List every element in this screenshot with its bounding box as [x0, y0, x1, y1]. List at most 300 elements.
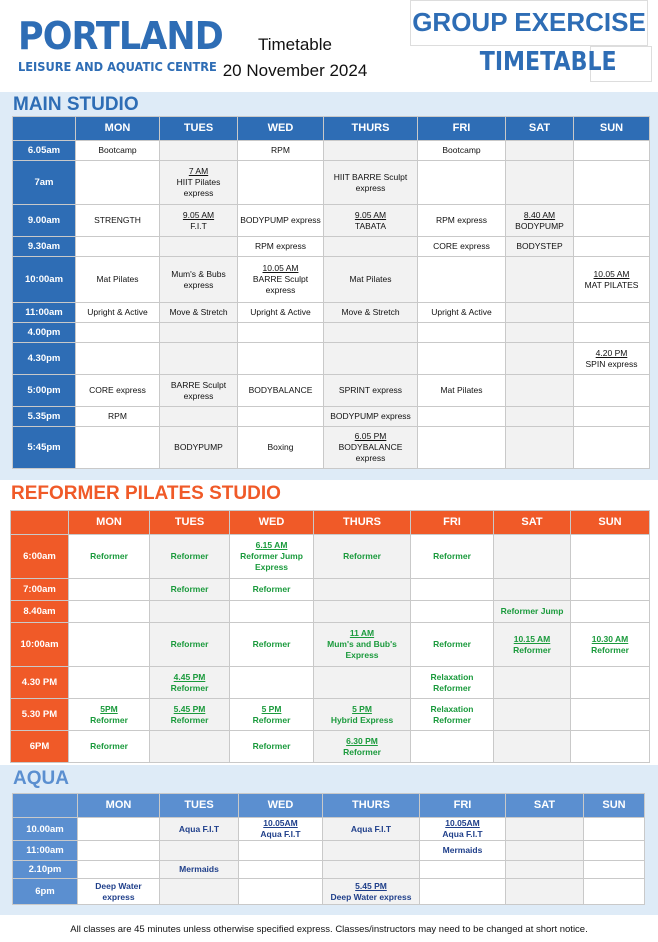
class-name: RPM express [254, 241, 306, 251]
class-cell [150, 601, 230, 623]
class-cell [324, 427, 418, 469]
class-time: 10.05 AM [262, 263, 299, 273]
day-header: MON [69, 511, 150, 535]
class-name: BODYPUMP express [240, 215, 321, 225]
class-cell [418, 205, 506, 237]
time-cell: 10.00am [13, 818, 78, 841]
class-time: 6.15 AM [255, 540, 288, 550]
class-cell [420, 861, 506, 879]
class-time: 5 PM [261, 703, 282, 714]
class-time: 10.30 AM [591, 633, 629, 644]
class-name: Reformer [252, 584, 291, 594]
class-name: BARRE Sculpt express [252, 274, 309, 295]
class-name: HIIT BARRE Sculpt express [333, 171, 408, 193]
class-name: HIIT Pilates express [176, 177, 221, 198]
corner-cell [11, 511, 69, 535]
class-time: 5.45 PM [173, 703, 206, 714]
class-cell [160, 407, 238, 427]
class-cell [420, 879, 506, 905]
day-header: MON [78, 794, 160, 818]
class-name: CORE express [433, 241, 490, 251]
class-cell [69, 623, 150, 667]
class-cell [76, 205, 160, 237]
class-cell [418, 375, 506, 407]
table-row [13, 375, 650, 407]
class-cell [411, 731, 494, 763]
corner-cell [13, 117, 76, 141]
day-header: THURS [314, 511, 411, 535]
class-cell [571, 579, 650, 601]
class-name: Reformer [170, 639, 209, 649]
class-cell [418, 141, 506, 161]
table-row [13, 257, 650, 303]
class-time: 8.40 AM [523, 209, 556, 220]
class-cell [160, 841, 239, 861]
class-cell [160, 141, 238, 161]
class-name: Reformer [90, 714, 128, 725]
table-row [13, 407, 650, 427]
table-row [11, 601, 650, 623]
table-row [13, 343, 650, 375]
class-cell [324, 237, 418, 257]
class-cell [314, 667, 411, 699]
class-cell [411, 699, 494, 731]
class-name: Reformer [433, 551, 471, 561]
class-cell [411, 535, 494, 579]
class-cell [574, 343, 650, 375]
class-time: 6.05 PM [354, 431, 387, 441]
corner-cell [13, 794, 78, 818]
class-time: 9.05 AM [182, 209, 215, 220]
class-cell [76, 141, 160, 161]
class-name: Reformer [343, 746, 381, 757]
class-cell [584, 841, 645, 861]
class-cell [494, 667, 571, 699]
class-cell [323, 861, 420, 879]
class-time: 11 AM [349, 628, 375, 638]
class-cell [160, 323, 238, 343]
class-cell [506, 141, 574, 161]
time-cell: 5.30 PM [11, 699, 69, 731]
table-row [11, 731, 650, 763]
class-name: Bootcamp [98, 145, 137, 155]
class-name: SPRINT express [338, 385, 403, 395]
class-cell [506, 818, 584, 841]
class-cell [238, 237, 324, 257]
class-cell [418, 427, 506, 469]
class-cell [574, 205, 650, 237]
class-time: 10.05AM [263, 818, 298, 828]
class-name: CORE express [89, 385, 146, 395]
class-time: 10.15 AM [513, 633, 551, 644]
class-cell [324, 343, 418, 375]
class-cell [238, 205, 324, 237]
class-name: Aqua F.I.T [178, 823, 220, 834]
time-cell: 9.00am [13, 205, 76, 237]
class-cell [76, 237, 160, 257]
day-header: WED [239, 794, 323, 818]
class-name: Reformer [90, 741, 128, 751]
time-cell: 6PM [11, 731, 69, 763]
class-cell [78, 879, 160, 905]
class-cell [324, 141, 418, 161]
class-name: Reformer [90, 551, 128, 561]
class-name: Reformer [170, 584, 209, 594]
class-cell [238, 141, 324, 161]
class-cell [323, 841, 420, 861]
class-name: Mat Pilates [440, 385, 483, 395]
time-cell: 11:00am [13, 303, 76, 323]
class-cell [411, 579, 494, 601]
class-cell [584, 879, 645, 905]
class-name: Relaxation Reformer [430, 671, 474, 693]
class-cell [323, 818, 420, 841]
class-time: 9.05 AM [354, 209, 387, 220]
class-cell [324, 323, 418, 343]
class-cell [150, 667, 230, 699]
table-row [13, 323, 650, 343]
class-cell [230, 579, 314, 601]
class-cell [494, 699, 571, 731]
class-cell [411, 623, 494, 667]
class-cell [418, 303, 506, 323]
class-cell [571, 601, 650, 623]
table-row [11, 623, 650, 667]
class-name: Reformer [170, 682, 209, 693]
class-name: Reformer [343, 551, 381, 561]
table-row [11, 579, 650, 601]
day-header: TUES [160, 794, 239, 818]
day-header: TUES [160, 117, 238, 141]
class-cell [239, 861, 323, 879]
day-header: SUN [574, 117, 650, 141]
table-row [13, 861, 645, 879]
class-cell [506, 879, 584, 905]
day-header: FRI [411, 511, 494, 535]
time-cell: 10:00am [13, 257, 76, 303]
class-cell [324, 375, 418, 407]
class-name: Mat Pilates [349, 274, 392, 284]
class-cell [230, 699, 314, 731]
class-cell [418, 343, 506, 375]
class-cell [324, 205, 418, 237]
class-cell [239, 818, 323, 841]
class-time: 5 PM [352, 703, 372, 714]
time-cell: 6:00am [11, 535, 69, 579]
class-cell [238, 407, 324, 427]
class-time: 5.45 PM [355, 880, 387, 891]
class-cell [323, 879, 420, 905]
class-cell [494, 623, 571, 667]
table-row [13, 427, 650, 469]
footer-note: All classes are 45 minutes unless otherwise specified express. Classes/instructors may need to be changed at short notice. [70, 924, 588, 935]
class-cell [314, 535, 411, 579]
class-cell [76, 343, 160, 375]
class-name: RPM express [435, 215, 487, 225]
class-cell [418, 407, 506, 427]
aqua-title: AQUA [13, 768, 69, 789]
class-time: 10.05AM [445, 818, 480, 828]
table-row [13, 303, 650, 323]
class-cell [160, 818, 239, 841]
day-header: TUES [150, 511, 230, 535]
class-cell [150, 579, 230, 601]
class-cell [78, 861, 160, 879]
time-cell: 8.40am [11, 601, 69, 623]
class-cell [494, 601, 571, 623]
class-name: Reformer Jump [500, 606, 564, 616]
class-name: Mum's & Bubs express [171, 268, 226, 290]
class-cell [418, 237, 506, 257]
time-cell: 5:45pm [13, 427, 76, 469]
class-cell [69, 535, 150, 579]
day-header: WED [230, 511, 314, 535]
class-cell [69, 731, 150, 763]
class-name: Deep Water express [330, 891, 412, 902]
class-cell [160, 257, 238, 303]
class-time: 4.20 PM [595, 347, 628, 358]
class-name: BARRE Sculpt express [170, 379, 227, 401]
table-row [11, 667, 650, 699]
class-cell [506, 841, 584, 861]
class-name: Upright & Active [87, 307, 148, 317]
class-name: Upright & Active [431, 307, 492, 317]
class-cell [69, 667, 150, 699]
time-cell: 6.05am [13, 141, 76, 161]
class-cell [76, 303, 160, 323]
class-cell [238, 161, 324, 205]
class-name: F.I.T [190, 220, 207, 231]
class-cell [584, 861, 645, 879]
class-cell [238, 303, 324, 323]
class-cell [418, 323, 506, 343]
day-header: THURS [323, 794, 420, 818]
class-cell [238, 375, 324, 407]
class-name: Reformer Jump Express [240, 551, 303, 572]
class-cell [324, 257, 418, 303]
page-header [0, 0, 658, 92]
class-cell [69, 579, 150, 601]
class-cell [420, 818, 506, 841]
class-cell [160, 343, 238, 375]
class-cell [494, 579, 571, 601]
class-cell [574, 303, 650, 323]
time-cell: 7am [13, 161, 76, 205]
day-header: SAT [506, 794, 584, 818]
class-name: BODYBALANCE express [338, 442, 403, 463]
class-cell [314, 699, 411, 731]
class-cell [230, 535, 314, 579]
class-cell [494, 731, 571, 763]
class-cell [574, 161, 650, 205]
class-cell [506, 257, 574, 303]
class-name: Boxing [267, 442, 294, 452]
table-row [13, 879, 645, 905]
class-name: Hybrid Express [330, 714, 394, 725]
class-name: Aqua F.I.T [442, 829, 483, 839]
class-cell [420, 841, 506, 861]
class-cell [230, 667, 314, 699]
day-header: FRI [418, 117, 506, 141]
class-cell [411, 601, 494, 623]
class-name: Reformer [513, 644, 551, 655]
class-time: 10.05 AM [593, 268, 630, 279]
class-cell [506, 161, 574, 205]
class-cell [160, 879, 239, 905]
class-cell [76, 257, 160, 303]
class-cell [506, 427, 574, 469]
class-cell [230, 601, 314, 623]
time-cell: 10:00am [11, 623, 69, 667]
class-cell [314, 731, 411, 763]
class-cell [76, 375, 160, 407]
class-cell [150, 699, 230, 731]
class-name: BODYBALANCE [248, 385, 313, 395]
table-row [13, 141, 650, 161]
class-time: 4.45 PM [173, 671, 206, 682]
class-cell [418, 257, 506, 303]
day-header: WED [238, 117, 324, 141]
aqua-table [12, 793, 645, 905]
class-cell [76, 161, 160, 205]
class-name: Deep Water express [95, 880, 142, 902]
time-cell: 2.10pm [13, 861, 78, 879]
time-cell: 4.00pm [13, 323, 76, 343]
class-cell [76, 407, 160, 427]
class-name: Reformer [433, 639, 471, 649]
time-cell: 4.30 PM [11, 667, 69, 699]
reformer-table [10, 510, 650, 763]
day-header: SUN [571, 511, 650, 535]
class-cell [150, 731, 230, 763]
day-header: SAT [494, 511, 571, 535]
class-cell [230, 623, 314, 667]
class-cell [314, 601, 411, 623]
class-cell [571, 623, 650, 667]
class-cell [78, 818, 160, 841]
table-row [11, 535, 650, 579]
class-name: SPIN express [585, 358, 638, 369]
class-name: Aqua F.I.T [260, 829, 301, 839]
class-cell [571, 535, 650, 579]
class-cell [238, 323, 324, 343]
timetable-date: 20 November 2024 [222, 61, 368, 80]
class-cell [230, 731, 314, 763]
class-time: 6.30 PM [346, 735, 378, 746]
time-cell: 5.35pm [13, 407, 76, 427]
class-cell [160, 303, 238, 323]
class-cell [69, 699, 150, 731]
class-cell [506, 861, 584, 879]
class-cell [239, 841, 323, 861]
class-name: Reformer [252, 639, 291, 649]
class-cell [78, 841, 160, 861]
class-cell [418, 161, 506, 205]
class-name: Bootcamp [442, 145, 481, 155]
class-cell [69, 601, 150, 623]
class-cell [411, 667, 494, 699]
class-name: Mat Pilates [96, 274, 139, 284]
table-row [13, 818, 645, 841]
class-name: Mermaids [442, 845, 483, 855]
class-time: 5PM [100, 703, 118, 714]
class-cell [239, 879, 323, 905]
class-cell [506, 205, 574, 237]
class-cell [506, 407, 574, 427]
class-name: MAT PILATES [584, 279, 639, 290]
class-cell [314, 579, 411, 601]
class-cell [160, 205, 238, 237]
class-cell [160, 161, 238, 205]
class-name: Mermaids [179, 864, 219, 874]
class-cell [574, 323, 650, 343]
table-row [13, 161, 650, 205]
class-name: BODYPUMP express [330, 411, 411, 421]
day-header: FRI [420, 794, 506, 818]
day-header: SUN [584, 794, 645, 818]
class-cell [150, 623, 230, 667]
class-name: RPM [271, 145, 290, 155]
main-studio-title: MAIN STUDIO [13, 94, 139, 115]
class-cell [506, 343, 574, 375]
class-cell [571, 699, 650, 731]
class-name: Reformer [170, 551, 209, 561]
table-row [13, 237, 650, 257]
class-name: Upright & Active [250, 307, 311, 317]
class-cell [324, 407, 418, 427]
class-name: Reformer [170, 714, 209, 725]
logo-portland: PORTLAND [18, 14, 223, 58]
class-cell [494, 535, 571, 579]
class-name: Aqua F.I.T [350, 823, 392, 834]
class-cell [160, 237, 238, 257]
class-cell [150, 535, 230, 579]
class-cell [506, 375, 574, 407]
class-name: BODYPUMP [174, 442, 223, 452]
table-row [13, 205, 650, 237]
logo-subtitle: LEISURE AND AQUATIC CENTRE [18, 60, 217, 74]
class-cell [506, 237, 574, 257]
class-cell [238, 257, 324, 303]
time-cell: 4.30pm [13, 343, 76, 375]
class-cell [574, 427, 650, 469]
class-name: STRENGTH [94, 215, 141, 225]
class-cell [506, 303, 574, 323]
class-name: Relaxation Reformer [430, 703, 474, 725]
timetable-label: Timetable [257, 35, 332, 54]
class-cell [76, 323, 160, 343]
day-header: THURS [324, 117, 418, 141]
time-cell: 6pm [13, 879, 78, 905]
class-time: 7 AM [188, 166, 209, 176]
class-cell [571, 731, 650, 763]
reformer-title: REFORMER PILATES STUDIO [11, 483, 281, 504]
table-row [13, 841, 645, 861]
class-name: BODYSTEP [516, 241, 563, 251]
class-cell [76, 427, 160, 469]
class-name: Reformer [591, 644, 629, 655]
class-cell [574, 141, 650, 161]
class-name: Reformer [252, 714, 291, 725]
class-cell [584, 818, 645, 841]
class-name: BODYPUMP [515, 220, 564, 231]
table-row [11, 699, 650, 731]
main-studio-table [12, 116, 650, 469]
class-cell [571, 667, 650, 699]
class-name: Reformer [252, 741, 291, 751]
class-cell [324, 161, 418, 205]
time-cell: 9.30am [13, 237, 76, 257]
